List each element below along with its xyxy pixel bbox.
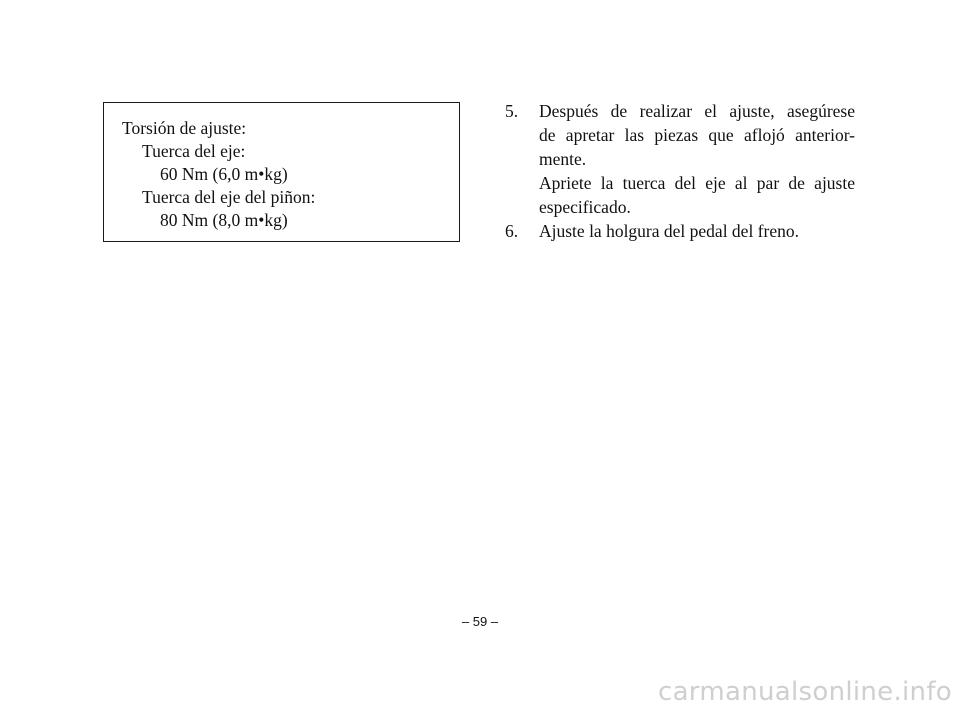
step-body (539, 219, 855, 243)
torque-heading: Torsión de ajuste: (122, 118, 247, 138)
page-number: – 59 – (461, 614, 499, 629)
step-body (539, 99, 855, 219)
instruction-list (505, 99, 855, 243)
step-5 (505, 99, 855, 219)
torque-spec-box (103, 102, 460, 242)
step-line: Ajuste la holgura del pedal del freno. (539, 221, 799, 241)
step-line: mente. (539, 149, 587, 169)
sprocket-nut-label: Tuerca del eje del piñon: (142, 187, 316, 207)
step-line: especificado. (539, 197, 631, 217)
step-line: Después de realizar el ajuste, asegúrese (539, 101, 855, 121)
axle-nut-label: Tuerca del eje: (142, 141, 246, 161)
axle-nut-value: 60 Nm (6,0 m•kg) (160, 164, 288, 184)
watermark: carmanualsonline.info (657, 677, 952, 707)
step-line: de apretar las piezas que aflojó anterior- (539, 125, 855, 145)
step-line: Apriete la tuerca del eje al par de ajuste (539, 173, 855, 193)
step-6 (505, 219, 855, 243)
step-number: 5. (505, 101, 519, 121)
sprocket-nut-value: 80 Nm (8,0 m•kg) (160, 210, 288, 230)
step-number: 6. (505, 221, 519, 241)
